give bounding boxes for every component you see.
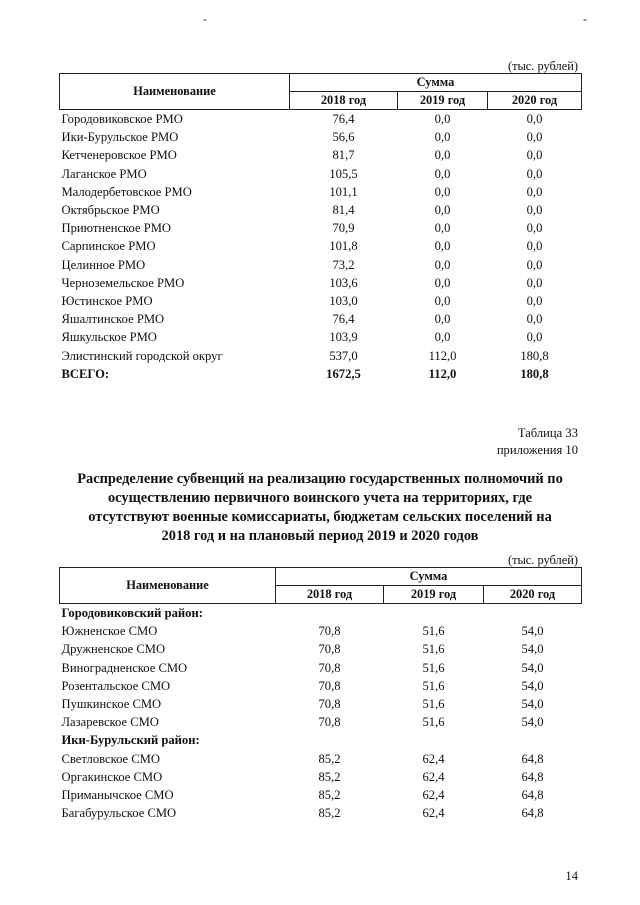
value-2019: 112,0	[428, 348, 457, 363]
row-name: Ики-Бурульское РМО	[61, 130, 179, 145]
value-2018: 81,4	[332, 203, 355, 218]
table-row	[60, 640, 582, 658]
value-2020: 0,0	[526, 275, 543, 290]
value-2019: 51,6	[422, 697, 445, 712]
table2-unit: (тыс. рублей)	[507, 553, 578, 567]
value-2020: 54,0	[521, 715, 544, 730]
value-2020: 54,0	[521, 678, 544, 693]
value-2018: 70,8	[318, 660, 341, 675]
title-line: осуществлению первичного воинского учета на территориях, где	[107, 490, 532, 506]
group-header-row	[60, 604, 582, 623]
row-name: Кетченеровское РМО	[61, 148, 177, 163]
table-row	[60, 713, 582, 731]
table2-header-sum: Сумма	[276, 568, 582, 586]
value-2019: 0,0	[434, 275, 451, 290]
table-row	[60, 695, 582, 713]
title-line: отсутствуют военные комиссариаты, бюджетам сельских поселений на	[88, 509, 552, 525]
table-row	[60, 659, 582, 677]
total-row	[60, 365, 582, 383]
table-note	[497, 425, 578, 459]
row-name: ВСЕГО:	[61, 366, 110, 381]
table-row	[60, 256, 582, 274]
row-name: Розентальское СМО	[61, 678, 171, 693]
value-2019: 51,6	[422, 624, 445, 639]
row-name: Приютненское РМО	[61, 221, 172, 236]
table2-header-2019: 2019 год	[384, 586, 484, 604]
value-2018: 105,5	[329, 166, 358, 181]
table-row	[60, 146, 582, 164]
table1-header-name: Наименование	[60, 74, 290, 110]
table1-header-2019: 2019 год	[398, 92, 488, 110]
table-row	[60, 165, 582, 183]
row-name: Лазаревское СМО	[61, 715, 159, 730]
table-row	[60, 328, 582, 346]
row-name: Октябрьское РМО	[61, 203, 160, 218]
value-2018: 85,2	[318, 769, 341, 784]
row-name: Малодербетовское РМО	[61, 184, 192, 199]
value-2019: 0,0	[434, 112, 451, 127]
table-row	[60, 768, 582, 786]
group-header-row	[60, 731, 582, 749]
value-2020: 54,0	[521, 624, 544, 639]
value-2020: 0,0	[526, 130, 543, 145]
value-2020: 0,0	[526, 148, 543, 163]
value-2020: 180,8	[520, 366, 549, 381]
row-name: Пушкинское СМО	[61, 697, 162, 712]
table1-header-2018: 2018 год	[290, 92, 398, 110]
row-name: Виноградненское СМО	[61, 660, 188, 675]
top-mark-left: -	[203, 12, 207, 26]
value-2019: 0,0	[434, 130, 451, 145]
value-2018: 85,2	[318, 787, 341, 802]
row-name: Юстинское РМО	[61, 293, 153, 308]
table-row	[60, 750, 582, 768]
table1-header-2020: 2020 год	[488, 92, 582, 110]
value-2018: 56,6	[332, 130, 355, 145]
value-2020: 0,0	[526, 203, 543, 218]
table-row	[60, 274, 582, 292]
value-2019: 0,0	[434, 330, 451, 345]
value-2018: 70,8	[318, 697, 341, 712]
value-2019: 0,0	[434, 221, 451, 236]
table-row	[60, 346, 582, 364]
table1-header-sum: Сумма	[290, 74, 582, 92]
group-title: Городовиковский район:	[61, 606, 203, 621]
value-2019: 51,6	[422, 715, 445, 730]
row-name: Городовиковское РМО	[61, 112, 183, 127]
value-2018: 76,4	[332, 312, 355, 327]
table2-header-2020: 2020 год	[484, 586, 582, 604]
value-2019: 51,6	[422, 642, 445, 657]
title-line: Распределение субвенций на реализацию государственных полномочий по	[77, 471, 563, 487]
value-2018: 70,9	[332, 221, 355, 236]
value-2018: 103,9	[329, 330, 358, 345]
row-name: Дружненское СМО	[61, 642, 166, 657]
value-2018: 81,7	[332, 148, 355, 163]
row-name: Оргакинское СМО	[61, 769, 163, 784]
value-2020: 0,0	[526, 257, 543, 272]
value-2018: 70,8	[318, 642, 341, 657]
value-2020: 0,0	[526, 239, 543, 254]
table2-header-name: Наименование	[60, 568, 276, 604]
value-2018: 1672,5	[326, 366, 361, 381]
value-2020: 0,0	[526, 221, 543, 236]
value-2018: 85,2	[318, 806, 341, 821]
value-2019: 51,6	[422, 660, 445, 675]
table1-allocation	[59, 73, 582, 383]
value-2018: 70,8	[318, 624, 341, 639]
row-name: Багабурульское СМО	[61, 806, 177, 821]
table-row	[60, 219, 582, 237]
value-2020: 54,0	[521, 697, 544, 712]
document-title	[50, 470, 590, 546]
value-2020: 64,8	[521, 769, 544, 784]
page-number: 14	[565, 869, 578, 883]
value-2018: 101,1	[329, 184, 358, 199]
value-2018: 101,8	[329, 239, 358, 254]
title-line: 2018 год и на плановый период 2019 и 2020 годов	[161, 528, 479, 544]
table-row	[60, 804, 582, 822]
value-2019: 0,0	[434, 293, 451, 308]
value-2019: 51,6	[422, 678, 445, 693]
value-2020: 64,8	[521, 751, 544, 766]
value-2020: 0,0	[526, 293, 543, 308]
table-row	[60, 110, 582, 129]
group-title: Ики-Бурульский район:	[61, 733, 200, 748]
value-2019: 62,4	[422, 787, 445, 802]
value-2020: 64,8	[521, 806, 544, 821]
value-2020: 0,0	[526, 112, 543, 127]
row-name: Яшкульское РМО	[61, 330, 157, 345]
table2-header-2018: 2018 год	[276, 586, 384, 604]
table-row	[60, 201, 582, 219]
table-row	[60, 128, 582, 146]
value-2020: 180,8	[520, 348, 549, 363]
value-2018: 76,4	[332, 112, 355, 127]
table-note-number: Таблица 33	[517, 426, 578, 440]
table1-unit: (тыс. рублей)	[507, 59, 578, 73]
value-2019: 62,4	[422, 769, 445, 784]
value-2018: 103,6	[329, 275, 358, 290]
value-2019: 62,4	[422, 806, 445, 821]
table-note-appendix: приложения 10	[496, 443, 578, 457]
value-2019: 0,0	[434, 166, 451, 181]
value-2018: 73,2	[332, 257, 355, 272]
value-2019: 0,0	[434, 184, 451, 199]
value-2019: 0,0	[434, 239, 451, 254]
value-2020: 0,0	[526, 330, 543, 345]
value-2020: 64,8	[521, 787, 544, 802]
value-2018: 70,8	[318, 678, 341, 693]
top-mark-right: -	[583, 12, 587, 26]
table2-allocation	[59, 567, 582, 822]
value-2020: 0,0	[526, 312, 543, 327]
value-2019: 62,4	[422, 751, 445, 766]
value-2020: 54,0	[521, 642, 544, 657]
value-2020: 54,0	[521, 660, 544, 675]
row-name: Приманычское СМО	[61, 787, 174, 802]
table-row	[60, 310, 582, 328]
table-row	[60, 786, 582, 804]
table-row	[60, 677, 582, 695]
table-row	[60, 237, 582, 255]
row-name: Целинное РМО	[61, 257, 146, 272]
value-2020: 0,0	[526, 166, 543, 181]
value-2018: 70,8	[318, 715, 341, 730]
row-name: Лаганское РМО	[61, 166, 147, 181]
value-2019: 112,0	[428, 366, 457, 381]
value-2018: 103,0	[329, 293, 358, 308]
value-2019: 0,0	[434, 257, 451, 272]
table-row	[60, 622, 582, 640]
row-name: Элистинский городской округ	[61, 348, 223, 363]
value-2019: 0,0	[434, 148, 451, 163]
row-name: Южненское СМО	[61, 624, 158, 639]
value-2019: 0,0	[434, 312, 451, 327]
row-name: Сарпинское РМО	[61, 239, 156, 254]
row-name: Светловское СМО	[61, 751, 160, 766]
table-row	[60, 183, 582, 201]
value-2019: 0,0	[434, 203, 451, 218]
row-name: Яшалтинское РМО	[61, 312, 165, 327]
table-row	[60, 292, 582, 310]
value-2020: 0,0	[526, 184, 543, 199]
value-2018: 85,2	[318, 751, 341, 766]
row-name: Черноземельское РМО	[61, 275, 185, 290]
value-2018: 537,0	[329, 348, 358, 363]
